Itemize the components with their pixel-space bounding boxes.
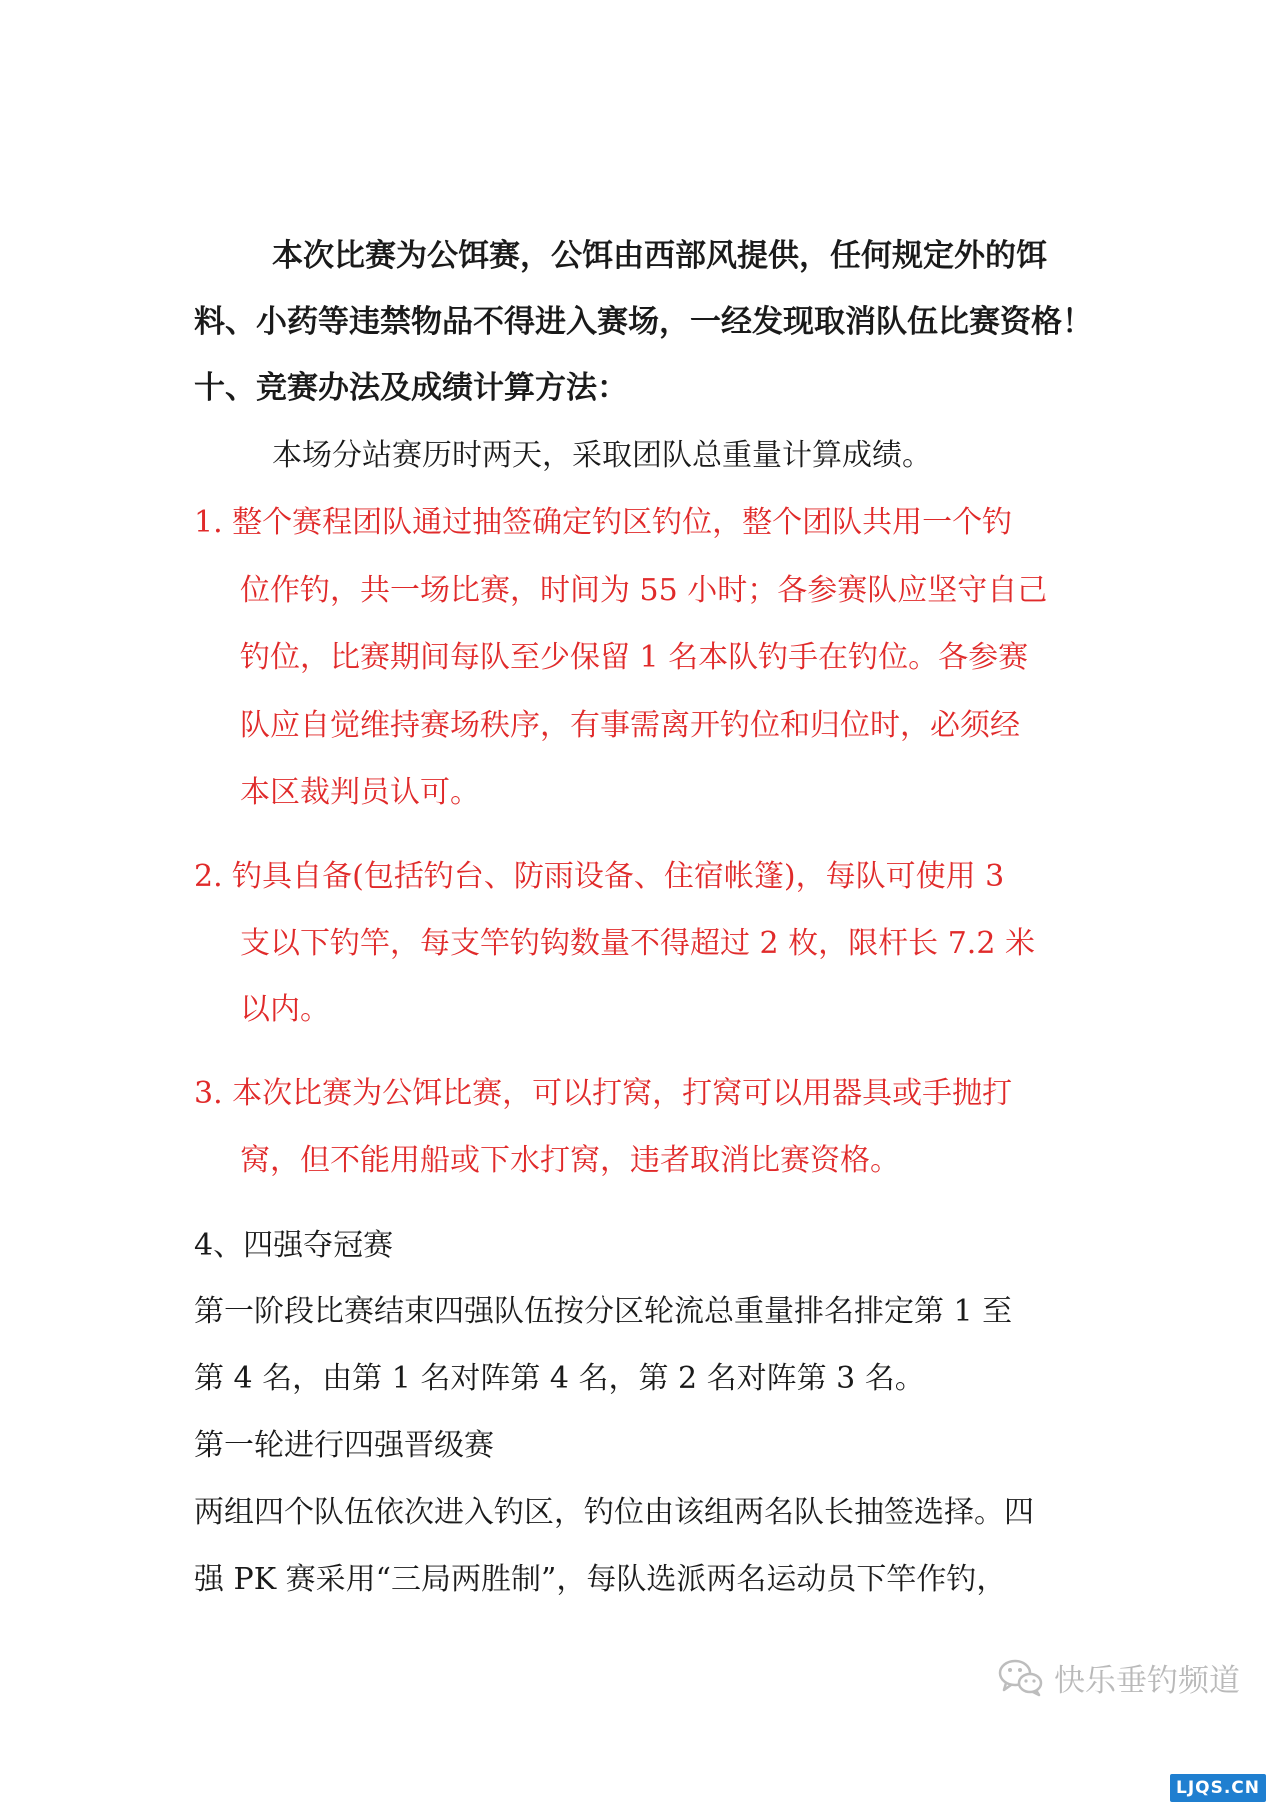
watermark-text: 快乐垂钓频道 xyxy=(1054,1662,1240,1699)
round1-line-1: 两组四个队伍依次进入钓区，钓位由该组两名队长抽签选择。四 xyxy=(194,1495,1034,1530)
round1-line-2: 强 PK 赛采用“三局两胜制”，每队选派两名运动员下竿作钓， xyxy=(194,1562,1007,1597)
item1-line-3: 钓位，比赛期间每队至少保留 1 名本队钓手在钓位。各参赛 xyxy=(240,640,1029,675)
item1-line-5: 本区裁判员认可。 xyxy=(240,775,480,810)
channel-watermark xyxy=(998,1652,1240,1702)
item1-line-2: 位作钓，共一场比赛，时间为 55 小时；各参赛队应坚守自己 xyxy=(240,573,1048,608)
bait-rule-line-1: 本次比赛为公饵赛，公饵由西部风提供，任何规定外的饵 xyxy=(272,238,1047,274)
item4-heading: 4、四强夺冠赛 xyxy=(194,1228,394,1263)
item3-line-2: 窝，但不能用船或下水打窝，违者取消比赛资格。 xyxy=(240,1143,900,1178)
item3-line-1: 3. 本次比赛为公饵比赛，可以打窝，打窝可以用器具或手抛打 xyxy=(194,1076,1013,1111)
item1-line-4: 队应自觉维持赛场秩序，有事需离开钓位和归位时，必须经 xyxy=(240,708,1020,743)
item2-line-2: 支以下钓竿，每支竿钓钩数量不得超过 2 枚，限杆长 7.2 米 xyxy=(240,926,1035,961)
bait-rule-line-2: 料、小药等违禁物品不得进入赛场，一经发现取消队伍比赛资格！ xyxy=(194,304,1093,340)
wechat-icon xyxy=(998,1657,1044,1697)
stage1-line-1: 第一阶段比赛结束四强队伍按分区轮流总重量排名排定第 1 至 xyxy=(194,1294,1013,1329)
section-ten-heading: 十、竞赛办法及成绩计算方法： xyxy=(194,370,628,406)
site-badge: LJQS.CN xyxy=(1170,1774,1266,1802)
item2-line-1: 2. 钓具自备(包括钓台、防雨设备、住宿帐篷)，每队可使用 3 xyxy=(194,859,1005,894)
intro-paragraph: 本场分站赛历时两天，采取团队总重量计算成绩。 xyxy=(272,438,932,473)
round1-heading: 第一轮进行四强晋级赛 xyxy=(194,1428,494,1463)
item2-line-3: 以内。 xyxy=(240,992,330,1027)
item1-line-1: 1. 整个赛程团队通过抽签确定钓区钓位，整个团队共用一个钓 xyxy=(194,505,1013,540)
stage1-line-2: 第 4 名，由第 1 名对阵第 4 名，第 2 名对阵第 3 名。 xyxy=(194,1361,925,1396)
